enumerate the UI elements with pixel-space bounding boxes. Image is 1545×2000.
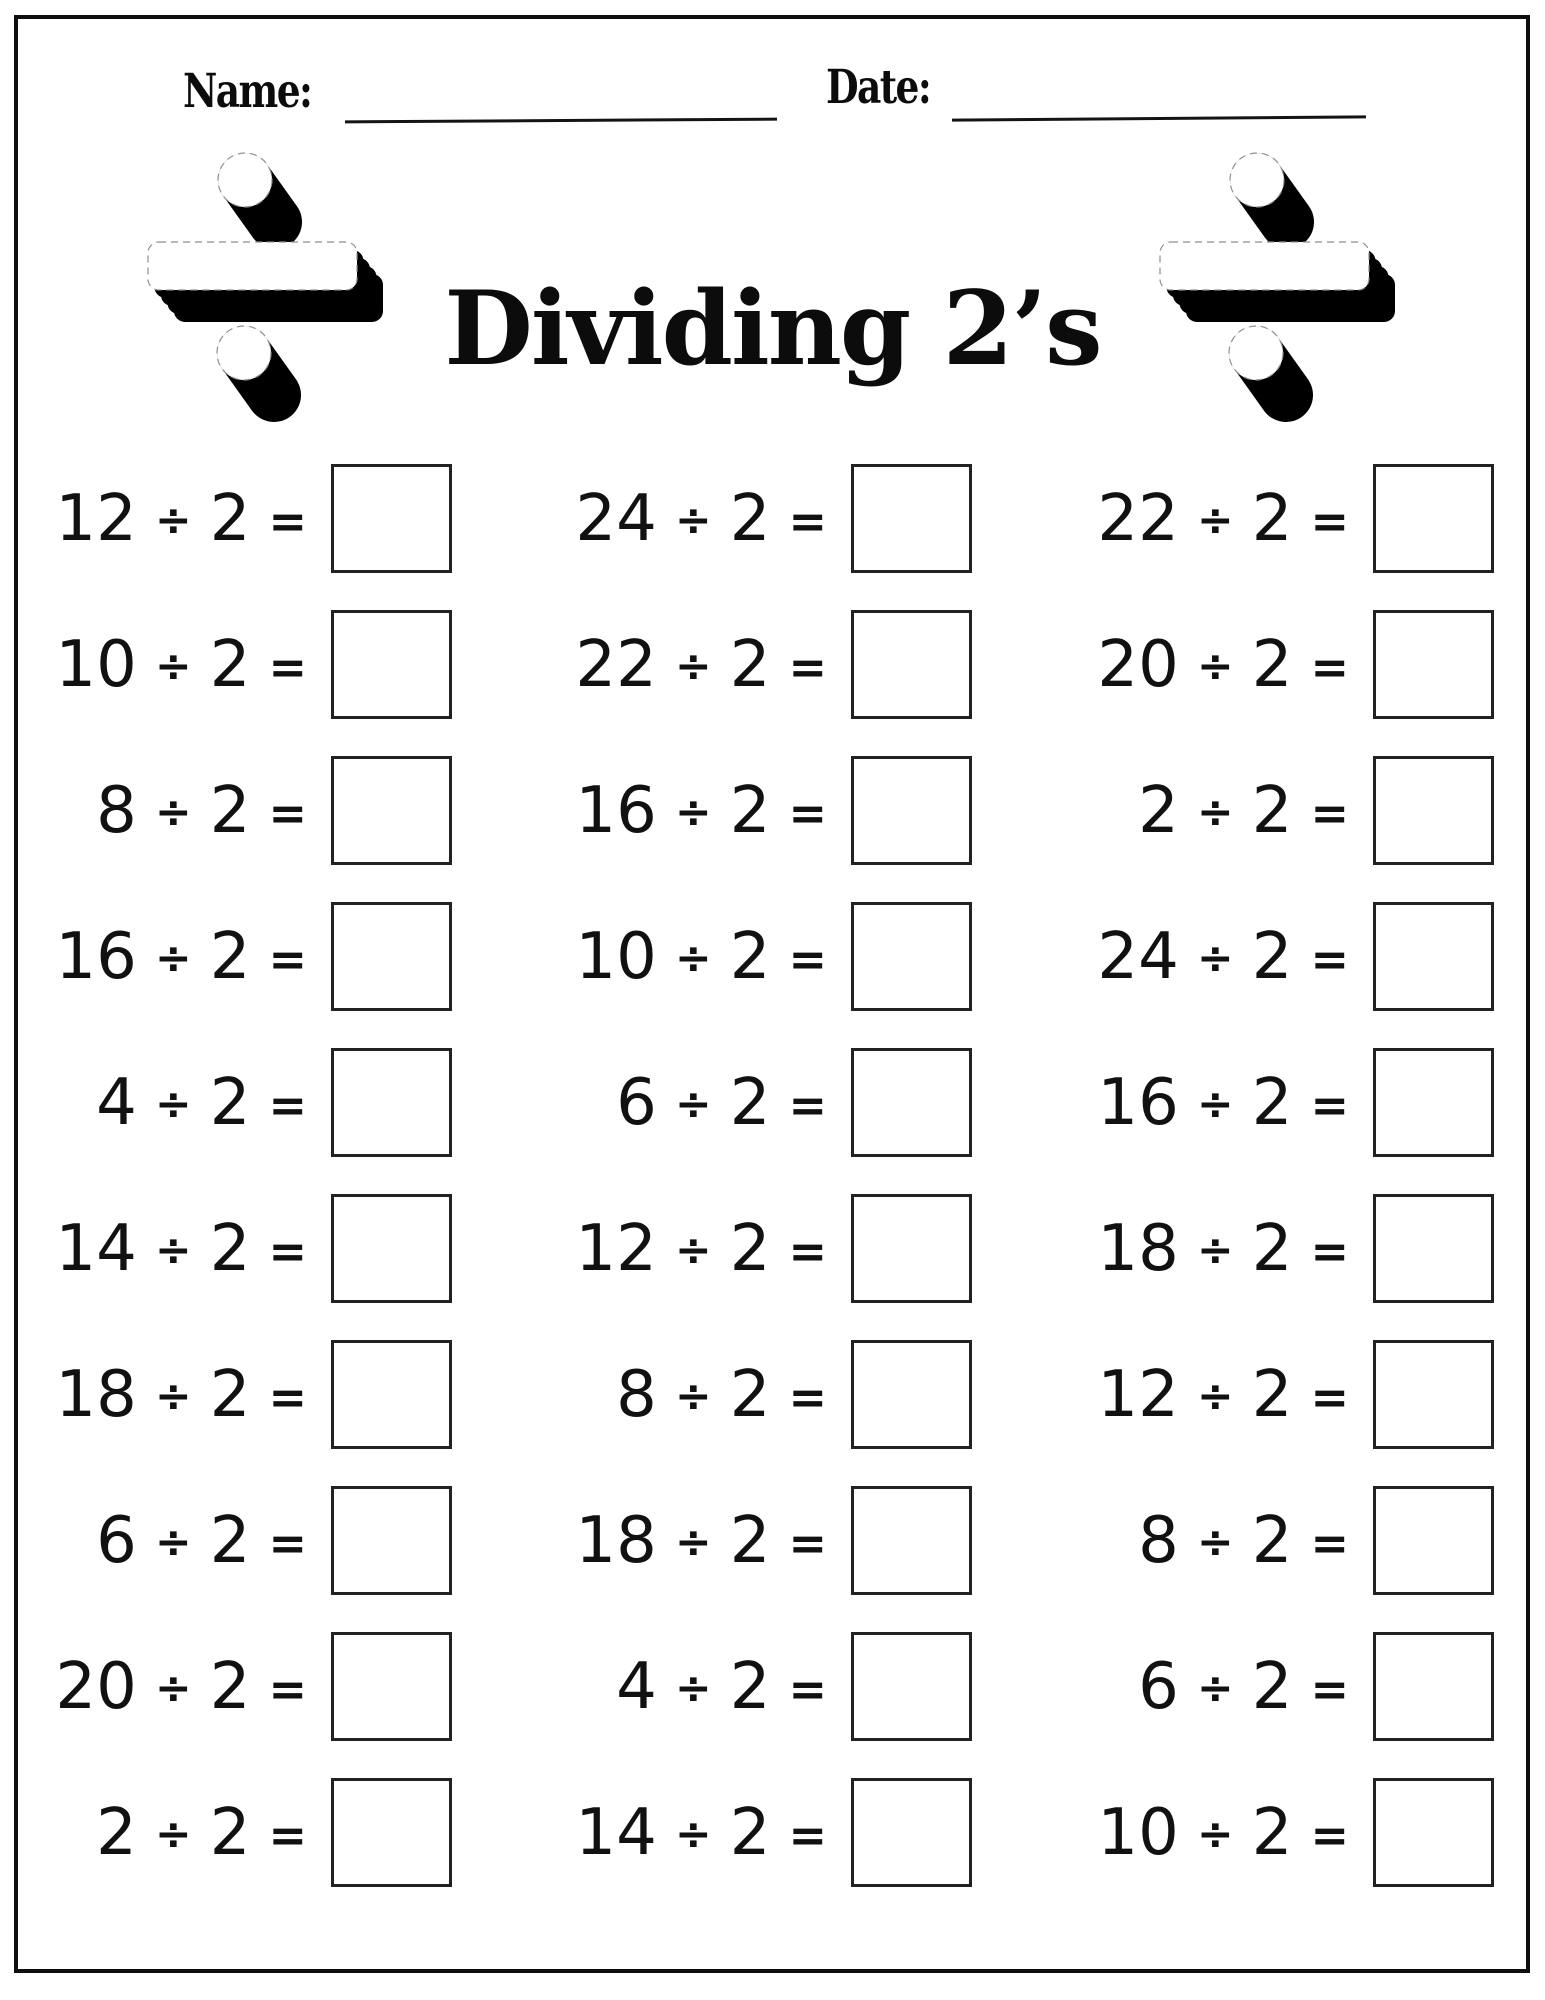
- answer-box[interactable]: [851, 756, 972, 865]
- dividend: 16: [1097, 1065, 1179, 1140]
- equals-symbol: =: [268, 931, 307, 986]
- problem-row: [540, 1340, 972, 1449]
- equation: [1060, 1649, 1349, 1724]
- divisor: 2: [729, 1795, 771, 1870]
- equation: [28, 1649, 307, 1724]
- equation: [1060, 1795, 1349, 1870]
- equation: [28, 919, 307, 994]
- answer-box[interactable]: [331, 1194, 452, 1303]
- problems-column-2: [540, 464, 972, 1924]
- dividend: 6: [1138, 1649, 1179, 1724]
- divisor: 2: [209, 773, 251, 848]
- equals-symbol: =: [1310, 1223, 1349, 1278]
- answer-box[interactable]: [331, 1340, 452, 1449]
- problem-row: [1060, 1778, 1494, 1887]
- divide-symbol: ÷: [674, 640, 712, 692]
- answer-box[interactable]: [1373, 1194, 1494, 1303]
- divide-symbol: ÷: [154, 1370, 192, 1422]
- problem-row: [1060, 464, 1494, 573]
- divide-symbol: ÷: [1196, 494, 1234, 546]
- dividend: 22: [575, 627, 657, 702]
- dividend: 12: [55, 481, 137, 556]
- dividend: 20: [55, 1649, 137, 1724]
- dividend: 2: [96, 1795, 137, 1870]
- equation: [540, 919, 827, 994]
- divisor: 2: [1251, 1649, 1293, 1724]
- divisor: 2: [209, 1503, 251, 1578]
- problems-column-1: [28, 464, 452, 1924]
- divisor: 2: [1251, 1211, 1293, 1286]
- problem-row: [1060, 610, 1494, 719]
- divisor: 2: [209, 919, 251, 994]
- worksheet-title: Dividing 2’s: [444, 269, 1101, 390]
- equals-symbol: =: [1310, 1807, 1349, 1862]
- problem-row: [540, 464, 972, 573]
- equals-symbol: =: [788, 1661, 827, 1716]
- problem-row: [540, 756, 972, 865]
- answer-box[interactable]: [851, 902, 972, 1011]
- divisor: 2: [729, 1649, 771, 1724]
- divisor: 2: [1251, 1795, 1293, 1870]
- divisor: 2: [209, 627, 251, 702]
- divide-symbol: ÷: [674, 1224, 712, 1276]
- problem-row: [1060, 1194, 1494, 1303]
- divide-symbol: ÷: [674, 1516, 712, 1568]
- dividend: 18: [1097, 1211, 1179, 1286]
- problem-row: [28, 902, 452, 1011]
- divisor: 2: [729, 481, 771, 556]
- divisor: 2: [209, 1065, 251, 1140]
- divide-symbol: ÷: [154, 640, 192, 692]
- divide-symbol: ÷: [154, 932, 192, 984]
- answer-box[interactable]: [331, 1632, 452, 1741]
- equals-symbol: =: [788, 639, 827, 694]
- divide-symbol: ÷: [674, 1078, 712, 1130]
- equals-symbol: =: [1310, 1077, 1349, 1132]
- equation: [28, 627, 307, 702]
- problem-row: [28, 1778, 452, 1887]
- answer-box[interactable]: [851, 1486, 972, 1595]
- equals-symbol: =: [788, 1223, 827, 1278]
- answer-box[interactable]: [851, 1048, 972, 1157]
- answer-box[interactable]: [851, 1194, 972, 1303]
- equation: [1060, 919, 1349, 994]
- problem-row: [1060, 1048, 1494, 1157]
- answer-box[interactable]: [331, 1486, 452, 1595]
- problem-row: [1060, 1340, 1494, 1449]
- equation: [28, 1211, 307, 1286]
- dividend: 6: [616, 1065, 657, 1140]
- equals-symbol: =: [268, 785, 307, 840]
- answer-box[interactable]: [331, 610, 452, 719]
- divide-symbol: ÷: [154, 1808, 192, 1860]
- dividend: 4: [96, 1065, 137, 1140]
- equation: [540, 1357, 827, 1432]
- divide-symbol: ÷: [674, 1808, 712, 1860]
- answer-box[interactable]: [1373, 1486, 1494, 1595]
- problem-row: [1060, 1632, 1494, 1741]
- equation: [1060, 481, 1349, 556]
- divisor: 2: [1251, 627, 1293, 702]
- equation: [1060, 1503, 1349, 1578]
- equals-symbol: =: [268, 639, 307, 694]
- equation: [540, 481, 827, 556]
- divisor: 2: [1251, 1357, 1293, 1432]
- equals-symbol: =: [1310, 1369, 1349, 1424]
- divide-symbol: ÷: [674, 1662, 712, 1714]
- divisor: 2: [729, 1503, 771, 1578]
- dividend: 24: [575, 481, 657, 556]
- dividend: 18: [55, 1357, 137, 1432]
- divide-symbol: ÷: [1196, 1078, 1234, 1130]
- problem-row: [28, 1340, 452, 1449]
- equals-symbol: =: [268, 1807, 307, 1862]
- problem-row: [540, 1778, 972, 1887]
- answer-box[interactable]: [331, 756, 452, 865]
- equals-symbol: =: [1310, 1661, 1349, 1716]
- problem-row: [1060, 756, 1494, 865]
- divide-symbol: ÷: [154, 1516, 192, 1568]
- equation: [1060, 627, 1349, 702]
- equals-symbol: =: [788, 931, 827, 986]
- divide-symbol: ÷: [1196, 786, 1234, 838]
- equation: [1060, 773, 1349, 848]
- equation: [28, 481, 307, 556]
- equation: [540, 1211, 827, 1286]
- answer-box[interactable]: [1373, 1632, 1494, 1741]
- problem-row: [28, 610, 452, 719]
- divide-symbol: ÷: [674, 786, 712, 838]
- answer-box[interactable]: [1373, 1048, 1494, 1157]
- dividend: 10: [55, 627, 137, 702]
- problem-row: [540, 902, 972, 1011]
- problem-row: [540, 1632, 972, 1741]
- equals-symbol: =: [788, 1515, 827, 1570]
- problem-row: [540, 610, 972, 719]
- equation: [540, 1065, 827, 1140]
- divisor: 2: [1251, 919, 1293, 994]
- dividend: 16: [55, 919, 137, 994]
- divisor: 2: [209, 1357, 251, 1432]
- equals-symbol: =: [788, 1807, 827, 1862]
- answer-box[interactable]: [851, 1778, 972, 1887]
- answer-box[interactable]: [1373, 464, 1494, 573]
- answer-box[interactable]: [851, 464, 972, 573]
- equation: [540, 627, 827, 702]
- equals-symbol: =: [1310, 493, 1349, 548]
- date-label: Date:: [826, 60, 931, 115]
- equation: [28, 773, 307, 848]
- equation: [28, 1503, 307, 1578]
- divisor: 2: [1251, 1065, 1293, 1140]
- divisor: 2: [729, 1357, 771, 1432]
- equals-symbol: =: [1310, 785, 1349, 840]
- dividend: 8: [96, 773, 137, 848]
- divide-symbol: ÷: [154, 494, 192, 546]
- problem-row: [28, 1632, 452, 1741]
- divisor: 2: [1251, 1503, 1293, 1578]
- problem-row: [28, 1194, 452, 1303]
- problem-row: [28, 464, 452, 573]
- dividend: 22: [1097, 481, 1179, 556]
- equals-symbol: =: [268, 1223, 307, 1278]
- divide-symbol: ÷: [674, 494, 712, 546]
- equation: [540, 1503, 827, 1578]
- equals-symbol: =: [1310, 931, 1349, 986]
- dividend: 10: [1097, 1795, 1179, 1870]
- equals-symbol: =: [1310, 1515, 1349, 1570]
- dividend: 20: [1097, 627, 1179, 702]
- problem-row: [28, 756, 452, 865]
- name-label: Name:: [183, 64, 312, 119]
- dividend: 10: [575, 919, 657, 994]
- problem-row: [540, 1048, 972, 1157]
- equals-symbol: =: [1310, 639, 1349, 694]
- answer-box[interactable]: [1373, 902, 1494, 1011]
- dividend: 14: [575, 1795, 657, 1870]
- problem-row: [28, 1048, 452, 1157]
- answer-box[interactable]: [331, 1778, 452, 1887]
- dividend: 12: [1097, 1357, 1179, 1432]
- equation: [28, 1065, 307, 1140]
- divisor: 2: [729, 919, 771, 994]
- equals-symbol: =: [268, 1077, 307, 1132]
- divisor: 2: [729, 1211, 771, 1286]
- equation: [1060, 1065, 1349, 1140]
- divide-symbol: ÷: [1196, 640, 1234, 692]
- equals-symbol: =: [268, 1515, 307, 1570]
- divisor: 2: [729, 773, 771, 848]
- dividend: 18: [575, 1503, 657, 1578]
- answer-box[interactable]: [851, 1340, 972, 1449]
- answer-box[interactable]: [1373, 1340, 1494, 1449]
- dividend: 14: [55, 1211, 137, 1286]
- equals-symbol: =: [268, 1661, 307, 1716]
- equation: [28, 1795, 307, 1870]
- divide-symbol: ÷: [154, 1078, 192, 1130]
- problem-row: [540, 1194, 972, 1303]
- divisor: 2: [729, 1065, 771, 1140]
- divisor: 2: [209, 1795, 251, 1870]
- dividend: 4: [616, 1649, 657, 1724]
- dividend: 8: [616, 1357, 657, 1432]
- answer-box[interactable]: [331, 1048, 452, 1157]
- divide-symbol: ÷: [1196, 1370, 1234, 1422]
- equals-symbol: =: [788, 785, 827, 840]
- problem-row: [28, 1486, 452, 1595]
- dividend: 2: [1138, 773, 1179, 848]
- answer-box[interactable]: [851, 610, 972, 719]
- problems-column-3: [1060, 464, 1494, 1924]
- divide-symbol: ÷: [154, 1662, 192, 1714]
- equation: [540, 773, 827, 848]
- answer-box[interactable]: [851, 1632, 972, 1741]
- answer-box[interactable]: [1373, 756, 1494, 865]
- dividend: 16: [575, 773, 657, 848]
- equation: [540, 1795, 827, 1870]
- divide-symbol: ÷: [154, 786, 192, 838]
- dividend: 8: [1138, 1503, 1179, 1578]
- problem-row: [1060, 1486, 1494, 1595]
- divisor: 2: [209, 1211, 251, 1286]
- divide-symbol: ÷: [674, 1370, 712, 1422]
- divide-symbol: ÷: [1196, 1224, 1234, 1276]
- divide-symbol: ÷: [154, 1224, 192, 1276]
- dividend: 12: [575, 1211, 657, 1286]
- equals-symbol: =: [788, 493, 827, 548]
- divisor: 2: [209, 1649, 251, 1724]
- dividend: 24: [1097, 919, 1179, 994]
- divisor: 2: [729, 627, 771, 702]
- equals-symbol: =: [268, 1369, 307, 1424]
- equation: [540, 1649, 827, 1724]
- equals-symbol: =: [268, 493, 307, 548]
- answer-box[interactable]: [1373, 1778, 1494, 1887]
- divisor: 2: [1251, 481, 1293, 556]
- divide-symbol: ÷: [1196, 1808, 1234, 1860]
- divisor: 2: [209, 481, 251, 556]
- answer-box[interactable]: [331, 902, 452, 1011]
- problem-row: [540, 1486, 972, 1595]
- divisor: 2: [1251, 773, 1293, 848]
- equation: [1060, 1357, 1349, 1432]
- equation: [28, 1357, 307, 1432]
- divide-symbol: ÷: [1196, 1662, 1234, 1714]
- answer-box[interactable]: [1373, 610, 1494, 719]
- divide-symbol: ÷: [1196, 932, 1234, 984]
- divide-symbol: ÷: [674, 932, 712, 984]
- dividend: 6: [96, 1503, 137, 1578]
- equals-symbol: =: [788, 1077, 827, 1132]
- equation: [1060, 1211, 1349, 1286]
- problem-row: [1060, 902, 1494, 1011]
- answer-box[interactable]: [331, 464, 452, 573]
- divide-symbol: ÷: [1196, 1516, 1234, 1568]
- equals-symbol: =: [788, 1369, 827, 1424]
